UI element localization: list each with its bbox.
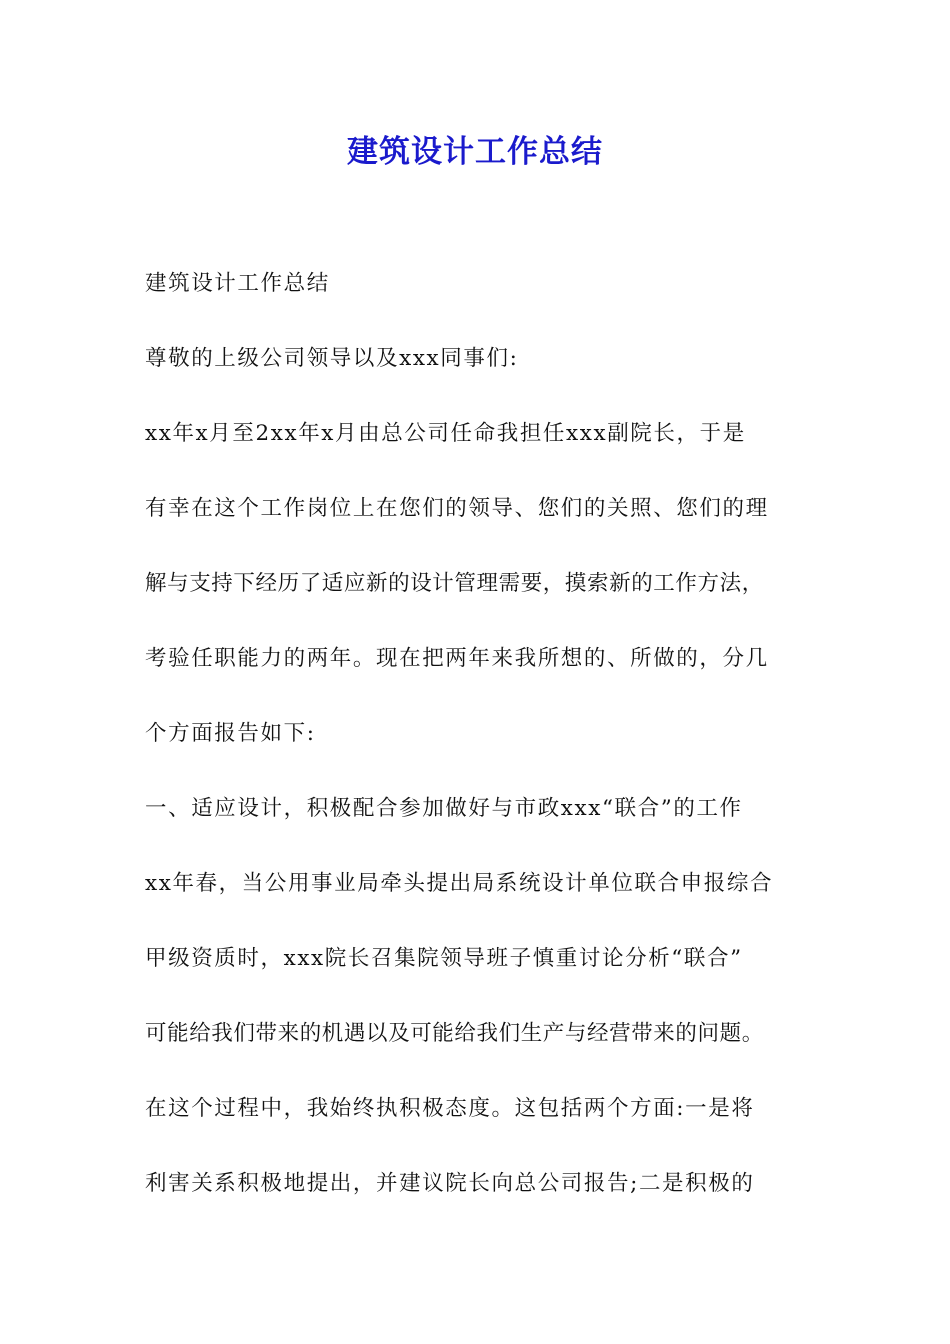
body-line: 在这个过程中，我始终执积极态度。这包括两个方面:一是将 <box>145 1096 755 1121</box>
body-line: 可能给我们带来的机遇以及可能给我们生产与经营带来的问题。 <box>145 1021 764 1046</box>
body-line: 考验任职能力的两年。现在把两年来我所想的、所做的，分几 <box>145 646 769 671</box>
body-line: 甲级资质时，xxx院长召集院领导班子慎重讨论分析“联合” <box>145 946 743 971</box>
body-line: 建筑设计工作总结 <box>145 271 330 296</box>
body-line: 利害关系积极地提出，并建议院长向总公司报告;二是积极的 <box>145 1171 755 1196</box>
body-line: 解与支持下经历了适应新的设计管理需要，摸索新的工作方法， <box>145 571 764 596</box>
body-line: 个方面报告如下: <box>145 721 316 746</box>
document-body <box>145 258 835 1233</box>
body-line: 一、适应设计，积极配合参加做好与市政xxx“联合”的工作 <box>145 796 743 821</box>
body-line: xx年春，当公用事业局牵头提出局系统设计单位联合申报综合 <box>145 871 774 896</box>
body-line: 尊敬的上级公司领导以及xxx同事们: <box>145 346 519 371</box>
body-line: 有幸在这个工作岗位上在您们的领导、您们的关照、您们的理 <box>145 496 769 521</box>
document-title: 建筑设计工作总结 <box>347 134 603 170</box>
body-line: xx年x月至2xx年x月由总公司任命我担任xxx副院长，于是 <box>145 421 746 446</box>
